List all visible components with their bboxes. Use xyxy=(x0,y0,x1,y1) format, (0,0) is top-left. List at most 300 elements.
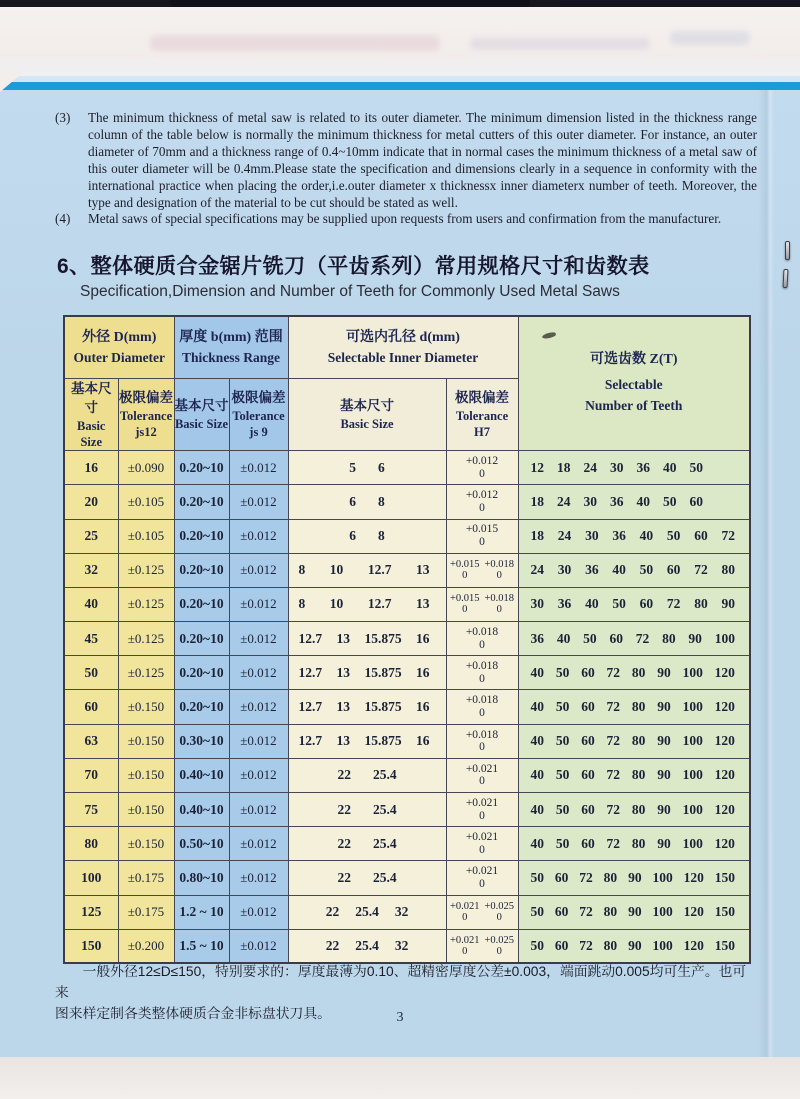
inner-tolerance-values xyxy=(446,553,518,587)
bore-size: 8 xyxy=(378,528,385,544)
subheader-cn: 极限偏差 xyxy=(119,390,173,406)
teeth-count: 60 xyxy=(581,733,595,749)
teeth-count: 60 xyxy=(581,801,595,817)
teeth-count-values xyxy=(518,895,750,929)
inner-tolerance-values xyxy=(446,587,518,621)
teeth-count: 90 xyxy=(657,767,671,783)
inner-tolerance-values xyxy=(446,519,518,553)
teeth-count: 100 xyxy=(682,733,703,749)
teeth-count: 72 xyxy=(606,664,621,680)
inner-tolerance-values xyxy=(446,656,518,690)
teeth-count-values xyxy=(518,587,750,621)
outer-tolerance-value: ±0.175 xyxy=(118,861,174,895)
note-item-4 xyxy=(55,211,757,228)
inner-tolerance-values xyxy=(446,793,518,827)
tolerance-pair: +0.018 0 xyxy=(484,592,515,616)
bore-size: 32 xyxy=(394,938,409,954)
teeth-count-values xyxy=(518,861,750,895)
inner-diameter-values xyxy=(288,895,446,929)
inner-diameter-values xyxy=(288,587,446,621)
teeth-count: 100 xyxy=(652,938,673,954)
inner-diameter-values xyxy=(288,793,446,827)
inner-diameter-values xyxy=(288,485,446,519)
page-number: 3 xyxy=(396,1010,404,1025)
bore-size: 22 xyxy=(337,801,351,817)
thickness-range-value: 0.20~10 xyxy=(174,485,229,519)
tolerance-pair: +0.018 0 xyxy=(465,660,499,685)
teeth-count: 120 xyxy=(714,699,735,715)
note-number: (4) xyxy=(55,211,71,227)
thickness-tolerance-value: ±0.012 xyxy=(229,895,288,929)
teeth-count: 90 xyxy=(721,596,735,612)
bore-size: 13 xyxy=(336,699,351,715)
outer-diameter-value: 45 xyxy=(64,622,118,656)
group-header-inner-diameter xyxy=(288,316,518,378)
teeth-count: 80 xyxy=(631,699,646,715)
section-title-chinese: 6、整体硬质合金锯片铣刀（平齿系列）常用规格尺寸和齿数表 xyxy=(57,255,650,278)
inner-tolerance-values xyxy=(446,622,518,656)
footnote-line-2: 图来样定制各类整体硬质合金非标盘状刀具。 xyxy=(55,1006,331,1021)
teeth-count-values xyxy=(518,656,750,690)
subheader-en: Basic Size xyxy=(174,416,229,431)
teeth-count: 100 xyxy=(682,699,703,715)
teeth-count-values xyxy=(518,758,750,792)
teeth-count: 50 xyxy=(555,733,570,749)
teeth-count: 50 xyxy=(530,904,544,920)
group-label-cn: 外径 D(mm) xyxy=(82,330,157,346)
bore-size: 8 xyxy=(378,493,385,509)
outer-diameter-value: 32 xyxy=(64,553,118,587)
teeth-count: 72 xyxy=(579,904,593,920)
teeth-count: 120 xyxy=(714,835,735,851)
thickness-range-value: 0.30~10 xyxy=(174,724,229,758)
teeth-count: 40 xyxy=(530,767,544,783)
bore-size: 22 xyxy=(325,938,340,954)
teeth-count: 36 xyxy=(612,528,626,544)
teeth-count-values xyxy=(518,485,750,519)
subheader-outer-tolerance xyxy=(118,378,174,451)
subheader-cn: 极限偏差 xyxy=(455,390,509,406)
outer-diameter-value: 16 xyxy=(64,451,118,485)
bore-size: 10 xyxy=(329,562,344,578)
teeth-count: 72 xyxy=(606,733,621,749)
bore-size: 12.7 xyxy=(367,562,392,578)
thickness-range-value: 0.20~10 xyxy=(174,622,229,656)
teeth-count: 100 xyxy=(682,835,703,851)
inner-tolerance-values xyxy=(446,451,518,485)
teeth-count: 40 xyxy=(636,493,650,509)
outer-diameter-value: 20 xyxy=(64,485,118,519)
teeth-count: 80 xyxy=(721,562,735,578)
table-row xyxy=(64,793,750,827)
teeth-count: 30 xyxy=(530,596,544,612)
inner-diameter-values xyxy=(288,622,446,656)
tolerance-pair: +0.018 0 xyxy=(484,558,515,582)
teeth-count: 60 xyxy=(554,904,569,920)
thickness-tolerance-value: ±0.012 xyxy=(229,861,288,895)
outer-diameter-value: 63 xyxy=(64,724,118,758)
bore-size: 13 xyxy=(336,733,351,749)
subheader-en: Tolerance xyxy=(119,408,173,423)
tolerance-pair: +0.018 0 xyxy=(465,694,499,720)
bore-size: 6 xyxy=(378,459,385,475)
notes-paragraphs xyxy=(55,110,757,228)
inner-diameter-values xyxy=(288,758,446,792)
table-row xyxy=(64,656,750,690)
teeth-count: 60 xyxy=(581,664,595,680)
teeth-count: 80 xyxy=(694,596,708,612)
teeth-count: 40 xyxy=(530,699,544,715)
outer-tolerance-value: ±0.150 xyxy=(118,724,174,758)
teeth-count: 120 xyxy=(714,801,735,817)
teeth-count: 60 xyxy=(694,528,708,544)
bore-size: 13 xyxy=(336,664,351,680)
thickness-range-value: 0.40~10 xyxy=(174,758,229,792)
teeth-count: 60 xyxy=(689,493,703,509)
subheader-cn: 基本尺寸 xyxy=(71,380,112,416)
teeth-count: 36 xyxy=(636,459,650,475)
thickness-tolerance-value: ±0.012 xyxy=(229,929,288,963)
subheader-en: Tolerance xyxy=(455,408,509,423)
group-label-en: Outer Diameter xyxy=(73,349,166,365)
section-title-english: Specification,Dimension and Number of Teeth for Commonly Used Metal Saws xyxy=(80,283,620,300)
table-row xyxy=(64,690,750,724)
thickness-range-value: 0.40~10 xyxy=(174,793,229,827)
teeth-count: 40 xyxy=(639,528,654,544)
subheader-cn: 基本尺寸 xyxy=(340,398,394,414)
teeth-count: 72 xyxy=(606,767,621,783)
thickness-range-value: 0.20~10 xyxy=(174,656,229,690)
outer-tolerance-value: ±0.150 xyxy=(118,793,174,827)
teeth-count: 150 xyxy=(714,904,735,920)
bore-size: 15.875 xyxy=(364,630,402,646)
bore-size: 25.4 xyxy=(355,904,379,920)
bore-size: 25.4 xyxy=(372,869,397,885)
tolerance-pair: +0.012 0 xyxy=(465,489,499,514)
teeth-count: 50 xyxy=(530,869,544,885)
bore-size: 8 xyxy=(298,562,306,578)
bore-size: 16 xyxy=(415,733,430,749)
outer-tolerance-value: ±0.125 xyxy=(118,587,174,621)
thickness-tolerance-value: ±0.012 xyxy=(229,656,288,690)
teeth-count-values xyxy=(518,929,750,963)
teeth-count: 100 xyxy=(682,664,703,680)
teeth-count: 80 xyxy=(631,664,646,680)
thickness-range-value: 0.20~10 xyxy=(174,587,229,621)
teeth-count: 24 xyxy=(557,528,572,544)
teeth-count: 50 xyxy=(555,664,570,680)
table-row xyxy=(64,758,750,792)
outer-tolerance-value: ±0.090 xyxy=(118,451,174,485)
teeth-count: 36 xyxy=(557,596,572,612)
outer-tolerance-value: ±0.175 xyxy=(118,895,174,929)
teeth-count: 36 xyxy=(610,493,624,509)
teeth-count: 60 xyxy=(554,938,569,954)
thickness-range-value: 0.20~10 xyxy=(174,451,229,485)
outer-diameter-value: 125 xyxy=(64,895,118,929)
teeth-count: 100 xyxy=(682,767,703,783)
teeth-count-values xyxy=(518,622,750,656)
outer-tolerance-value: ±0.105 xyxy=(118,485,174,519)
teeth-count: 120 xyxy=(714,767,735,783)
inner-diameter-values xyxy=(288,519,446,553)
inner-tolerance-values xyxy=(446,929,518,963)
thickness-tolerance-value: ±0.012 xyxy=(229,622,288,656)
outer-diameter-value: 80 xyxy=(64,827,118,861)
bore-size: 10 xyxy=(329,596,344,612)
group-label-cn: 可选齿数 Z(T) xyxy=(590,352,678,368)
tolerance-pair: +0.021 0 xyxy=(465,762,499,788)
tolerance-pair: +0.021 0 xyxy=(465,796,499,822)
tolerance-grade: js 9 xyxy=(249,425,268,440)
table-row xyxy=(64,485,750,519)
thickness-range-value: 0.20~10 xyxy=(174,553,229,587)
teeth-count: 36 xyxy=(530,630,544,646)
bore-size: 12.7 xyxy=(298,664,323,680)
inner-tolerance-values xyxy=(446,758,518,792)
teeth-count: 50 xyxy=(666,528,681,544)
note-text: The minimum thickness of metal saw is related to its outer diameter. The minimum dimension listed in the thickness range column of the table below is normally the minimum thickness for metal cutters of this outer diameter. For instance, an outer diameter of 70mm and a thickness range of 0.4~10mm indicate that in normal cases the minimum thickness of a metal saw of this outer diameter will be 0.4mm.Please state the specification and dimensions clearly in a sequence in conformity with the international practice when placing the order,i.e.outer diameter x thicknessx inner diameterx number of teeth. Moreover, the type and designation of the material to be cut should be stated as well. xyxy=(88,110,757,210)
teeth-count: 30 xyxy=(583,493,597,509)
bore-size: 15.875 xyxy=(364,733,402,749)
group-header-outer-diameter xyxy=(64,316,174,378)
ink-bleed-through xyxy=(670,31,750,45)
subheader-cn: 极限偏差 xyxy=(231,390,286,406)
bore-size: 15.875 xyxy=(364,664,402,680)
teeth-count: 50 xyxy=(555,835,570,851)
teeth-count: 100 xyxy=(682,801,703,817)
page-crease xyxy=(758,90,774,1057)
scanner-background xyxy=(0,1057,800,1099)
thickness-range-value: 0.20~10 xyxy=(174,519,229,553)
teeth-count: 120 xyxy=(714,664,735,680)
teeth-count: 18 xyxy=(530,493,544,509)
bore-size: 22 xyxy=(337,835,351,851)
bore-size: 15.875 xyxy=(364,699,402,715)
tolerance-grade: H7 xyxy=(474,425,490,440)
teeth-count: 60 xyxy=(554,869,569,885)
note-number: (3) xyxy=(55,110,71,125)
tolerance-pair: +0.015 0 xyxy=(449,592,480,616)
thickness-tolerance-value: ±0.012 xyxy=(229,587,288,621)
subheader-outer-basic-size xyxy=(64,378,118,451)
teeth-count: 50 xyxy=(663,493,677,509)
teeth-count-values xyxy=(518,793,750,827)
outer-diameter-value: 70 xyxy=(64,758,118,792)
bore-size: 32 xyxy=(394,904,409,920)
teeth-count: 24 xyxy=(583,459,597,475)
thickness-range-value: 0.50~10 xyxy=(174,827,229,861)
teeth-count-values xyxy=(518,553,750,587)
teeth-count: 100 xyxy=(652,904,673,920)
teeth-count: 40 xyxy=(663,459,677,475)
tolerance-pair: +0.012 0 xyxy=(465,455,499,480)
teeth-count: 90 xyxy=(688,630,702,646)
inner-tolerance-values xyxy=(446,485,518,519)
thickness-tolerance-value: ±0.012 xyxy=(229,690,288,724)
teeth-count: 90 xyxy=(628,938,642,954)
table-row xyxy=(64,929,750,963)
outer-diameter-value: 50 xyxy=(64,656,118,690)
teeth-count: 120 xyxy=(683,869,704,885)
outer-diameter-value: 60 xyxy=(64,690,118,724)
thickness-tolerance-value: ±0.012 xyxy=(229,553,288,587)
inner-tolerance-values xyxy=(446,895,518,929)
teeth-count: 40 xyxy=(556,630,571,646)
inner-diameter-values xyxy=(288,553,446,587)
subheader-thickness-basic-size xyxy=(174,378,229,451)
group-label-en: Selectable Inner Diameter xyxy=(327,349,479,365)
teeth-count: 80 xyxy=(662,630,676,646)
ink-bleed-through xyxy=(470,37,650,50)
teeth-count: 30 xyxy=(585,528,599,544)
tolerance-pair: +0.021 0 xyxy=(465,831,499,856)
inner-diameter-values xyxy=(288,690,446,724)
teeth-count: 100 xyxy=(714,630,735,646)
table-group-header-row xyxy=(64,316,750,378)
teeth-count-values xyxy=(518,690,750,724)
teeth-count: 40 xyxy=(530,835,544,851)
subheader-inner-tolerance xyxy=(446,378,518,451)
bore-size: 5 xyxy=(349,459,356,475)
teeth-count: 60 xyxy=(639,596,654,612)
outer-tolerance-value: ±0.150 xyxy=(118,690,174,724)
teeth-count: 18 xyxy=(530,528,544,544)
inner-diameter-values xyxy=(288,451,446,485)
tolerance-pair: +0.021 0 xyxy=(465,865,499,890)
teeth-count: 72 xyxy=(606,801,621,817)
table-row xyxy=(64,451,750,485)
teeth-count: 120 xyxy=(683,938,704,954)
bore-size: 22 xyxy=(337,869,351,885)
tolerance-grade: js12 xyxy=(135,425,157,440)
bore-size: 12.7 xyxy=(298,699,323,715)
thickness-tolerance-value: ±0.012 xyxy=(229,793,288,827)
bore-size: 6 xyxy=(349,528,356,544)
staple-mark xyxy=(785,241,790,260)
bore-size: 25.4 xyxy=(372,767,397,783)
teeth-count: 24 xyxy=(557,493,571,509)
teeth-count: 72 xyxy=(666,596,681,612)
bore-size: 12.7 xyxy=(367,596,392,612)
thickness-tolerance-value: ±0.012 xyxy=(229,451,288,485)
teeth-count: 72 xyxy=(579,869,593,885)
teeth-count: 50 xyxy=(612,596,626,612)
teeth-count: 72 xyxy=(635,630,650,646)
thickness-tolerance-value: ±0.012 xyxy=(229,485,288,519)
teeth-count: 72 xyxy=(694,562,708,578)
teeth-count: 90 xyxy=(628,869,642,885)
note-text: Metal saws of special specifications may be supplied upon requests from users and confirmation from the manufacturer. xyxy=(88,211,722,227)
footnote-line-1: 一般外径12≤D≤150，特别要求的：厚度最薄为0.10、超精密厚度公差±0.003，端面跳动0.005均可生产。也可来 xyxy=(55,964,747,1000)
teeth-count: 60 xyxy=(581,767,595,783)
inner-diameter-values xyxy=(288,861,446,895)
teeth-count: 50 xyxy=(555,801,570,817)
outer-tolerance-value: ±0.105 xyxy=(118,519,174,553)
bore-size: 16 xyxy=(415,630,430,646)
inner-tolerance-values xyxy=(446,724,518,758)
teeth-count: 40 xyxy=(530,801,544,817)
bore-size: 8 xyxy=(298,596,306,612)
outer-tolerance-value: ±0.125 xyxy=(118,553,174,587)
table-row xyxy=(64,553,750,587)
thickness-range-value: 1.2 ~ 10 xyxy=(174,895,229,929)
table-row xyxy=(64,861,750,895)
bore-size: 25.4 xyxy=(355,938,379,954)
bore-size: 6 xyxy=(349,493,356,509)
staple-mark xyxy=(783,269,789,288)
tolerance-pair: +0.015 0 xyxy=(449,558,480,582)
teeth-count: 90 xyxy=(657,664,671,680)
note-item-3 xyxy=(55,110,757,211)
teeth-count: 80 xyxy=(631,767,646,783)
thickness-tolerance-value: ±0.012 xyxy=(229,519,288,553)
ink-bleed-through xyxy=(150,35,440,51)
subheader-en: Tolerance xyxy=(232,408,285,423)
bore-size: 25.4 xyxy=(372,835,397,851)
inner-tolerance-values xyxy=(446,827,518,861)
teeth-count: 30 xyxy=(610,459,624,475)
outer-diameter-value: 75 xyxy=(64,793,118,827)
bore-size: 12.7 xyxy=(298,733,323,749)
teeth-count: 60 xyxy=(666,562,681,578)
teeth-count: 150 xyxy=(714,869,735,885)
teeth-count: 150 xyxy=(714,938,735,954)
teeth-count: 80 xyxy=(631,733,646,749)
group-label-en: Number of Teeth xyxy=(585,397,683,413)
teeth-count: 40 xyxy=(585,596,599,612)
bore-size: 25.4 xyxy=(372,801,397,817)
teeth-count: 50 xyxy=(583,630,597,646)
tolerance-pair: +0.025 0 xyxy=(484,900,515,924)
teeth-count: 80 xyxy=(603,904,618,920)
tolerance-pair: +0.015 0 xyxy=(465,523,499,549)
tolerance-pair: +0.018 0 xyxy=(465,728,499,754)
outer-diameter-value: 25 xyxy=(64,519,118,553)
inner-diameter-values xyxy=(288,656,446,690)
group-label-en: Thickness Range xyxy=(182,349,280,365)
teeth-count: 50 xyxy=(689,459,703,475)
teeth-count: 72 xyxy=(606,699,621,715)
subheader-cn: 基本尺寸 xyxy=(174,398,229,414)
teeth-count: 40 xyxy=(530,733,544,749)
bore-size: 13 xyxy=(415,562,430,578)
bore-size: 22 xyxy=(325,904,340,920)
teeth-count: 100 xyxy=(652,869,673,885)
teeth-count-values xyxy=(518,827,750,861)
group-header-thickness-range xyxy=(174,316,288,378)
teeth-count-values xyxy=(518,451,750,485)
bore-size: 12.7 xyxy=(298,630,323,646)
outer-tolerance-value: ±0.125 xyxy=(118,622,174,656)
blue-divider-stripe xyxy=(0,82,800,90)
teeth-count: 40 xyxy=(530,664,544,680)
teeth-count: 80 xyxy=(631,801,646,817)
bore-size: 13 xyxy=(415,596,430,612)
teeth-count: 50 xyxy=(639,562,654,578)
table-row xyxy=(64,587,750,621)
spec-table xyxy=(63,315,751,964)
thickness-range-value: 0.80~10 xyxy=(174,861,229,895)
thickness-tolerance-value: ±0.012 xyxy=(229,724,288,758)
teeth-count: 90 xyxy=(657,699,671,715)
bore-size: 22 xyxy=(337,767,351,783)
teeth-count: 72 xyxy=(579,938,593,954)
group-label-en: Selectable xyxy=(604,376,663,392)
tolerance-pair: +0.025 0 xyxy=(484,934,515,958)
table-row xyxy=(64,724,750,758)
teeth-count: 72 xyxy=(606,835,621,851)
